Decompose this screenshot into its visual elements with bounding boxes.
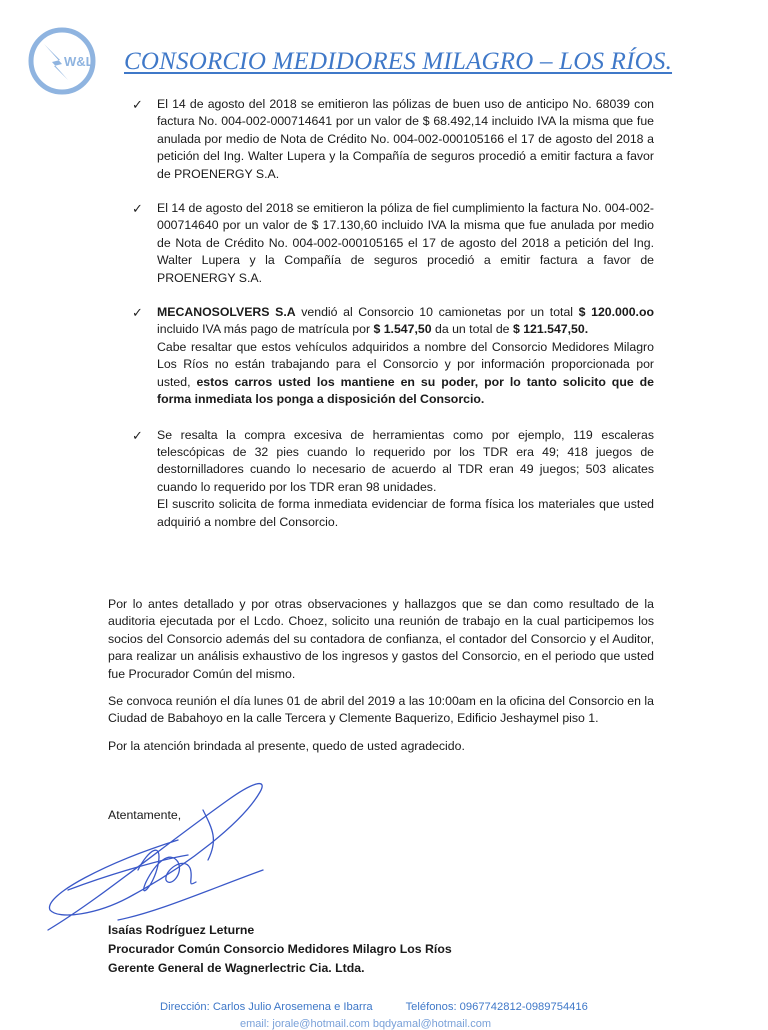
- handwritten-signature: [38, 770, 278, 940]
- check-icon: ✓: [132, 201, 143, 217]
- footer-phones: Teléfonos: 0967742812-0989754416: [405, 1001, 588, 1013]
- company-name: MECANOSOLVERS S.A: [157, 305, 296, 320]
- signer-name: Isaías Rodríguez Leturne: [108, 923, 255, 937]
- amount-grand-total: $ 121.547,50.: [512, 322, 589, 337]
- logo-text: W&L: [64, 54, 94, 69]
- letterhead-title: CONSORCIO MEDIDORES MILAGRO – LOS RÍOS.: [124, 48, 673, 75]
- paragraph: Se convoca reunión el día lunes 01 de abril del 2019 a las 10:00am en la oficina del Consorcio en la Ciudad de Babahoyo en la calle Tercera y Clemente Baquerizo, Edificio Jeshaymel piso 1.: [108, 694, 654, 726]
- amount-total: $ 120.000.oo: [578, 305, 654, 320]
- bullet-text: El 14 de agosto del 2018 se emitieron la póliza de fiel cumplimiento la factura No. 004-002-000714640 por un valor de $ 17.130,60 incluido IVA la misma que fue anulada por medio de Nota de Crédito No. 004-002-000105165 el 17 de agosto del 2018 a petición del Ing. Walter Lupera y la Compañía de seguros procedió a emitir factura a favor de PROENERGY S.A.: [157, 201, 654, 285]
- footer-contact: [160, 1001, 618, 1013]
- check-icon: ✓: [132, 97, 143, 112]
- closing-salutation: Atentamente,: [108, 808, 182, 822]
- list-item: [132, 200, 654, 287]
- company-logo: [24, 26, 104, 96]
- check-icon: ✓: [132, 427, 143, 443]
- signer-role: Gerente General de Wagnerlectric Cia. Ltda.: [108, 961, 365, 975]
- footer-address: Dirección: Carlos Julio Arosemena e Ibarra: [160, 1001, 373, 1013]
- check-icon: ✓: [132, 305, 143, 321]
- bullet-text: El suscrito solicita de forma inmediata evidenciar de forma física los materiales que usted adquirió a nombre del Consorcio.: [157, 497, 654, 529]
- letter-body: [108, 596, 654, 765]
- footer-email: email: jorale@hotmail.com bqdyamal@hotmail.com: [240, 1018, 491, 1030]
- bullet-text: Se resalta la compra excesiva de herramientas como por ejemplo, 119 escaleras telescópicas de 32 pies cuando lo requerido por los TDR era 49; 418 juegos de destornilladores cuando lo necesario de acuerdo al TDR eran 49 juegos; 503 alicates cuando lo requerido por los TDR eran 98 unidades.: [157, 427, 654, 494]
- list-item: [132, 96, 654, 183]
- amount-registration: $ 1.547,50: [373, 322, 432, 337]
- list-item: [132, 304, 654, 408]
- bullet-list: [132, 96, 654, 531]
- bullet-text: da un total de: [431, 322, 513, 337]
- paragraph: Por la atención brindada al presente, quedo de usted agradecido.: [108, 738, 465, 753]
- signer-role: Procurador Común Consorcio Medidores Milagro Los Ríos: [108, 942, 452, 956]
- bullet-text: Cabe resaltar que estos vehículos adquiridos a nombre del Consorcio Medidores Milagro Los Ríos no están trabajando para el Consorcio y por información proporcionada por usted,: [157, 339, 654, 389]
- bullet-emphasis: estos carros usted los mantiene en su poder, por lo tanto solicito que de forma inmediata los ponga a disposición del Consorcio.: [157, 374, 654, 407]
- signer-block: [108, 921, 452, 978]
- bullet-text: vendió al Consorcio 10 camionetas por un total: [295, 305, 579, 320]
- bullet-text: El 14 de agosto del 2018 se emitieron las pólizas de buen uso de anticipo No. 68039 con factura No. 004-002-000714641 por un valor de $ 68.492,14 incluido IVA la misma que fue anulada por medio de Nota de Crédito No. 004-002-000105166 el 17 de agosto del 2018 a petición del Ing. Walter Lupera y la Compañía de seguros procedió a emitir factura a favor de PROENERGY S.A.: [157, 97, 654, 181]
- paragraph: Por lo antes detallado y por otras observaciones y hallazgos que se dan como resultado de la auditoria ejecutada por el Lcdo. Choez, solicito una reunión de trabajo en la cual participemos los socios del Consorcio además del su contadora de confianza, el contador del Consorcio y el Auditor, para realizar un análisis exhaustivo de los ingresos y gastos del Consorcio, en el periodo que usted fue Procurador Común del mismo.: [108, 597, 654, 681]
- bullet-text: incluido IVA más pago de matrícula por: [157, 322, 374, 337]
- list-item: [132, 427, 654, 531]
